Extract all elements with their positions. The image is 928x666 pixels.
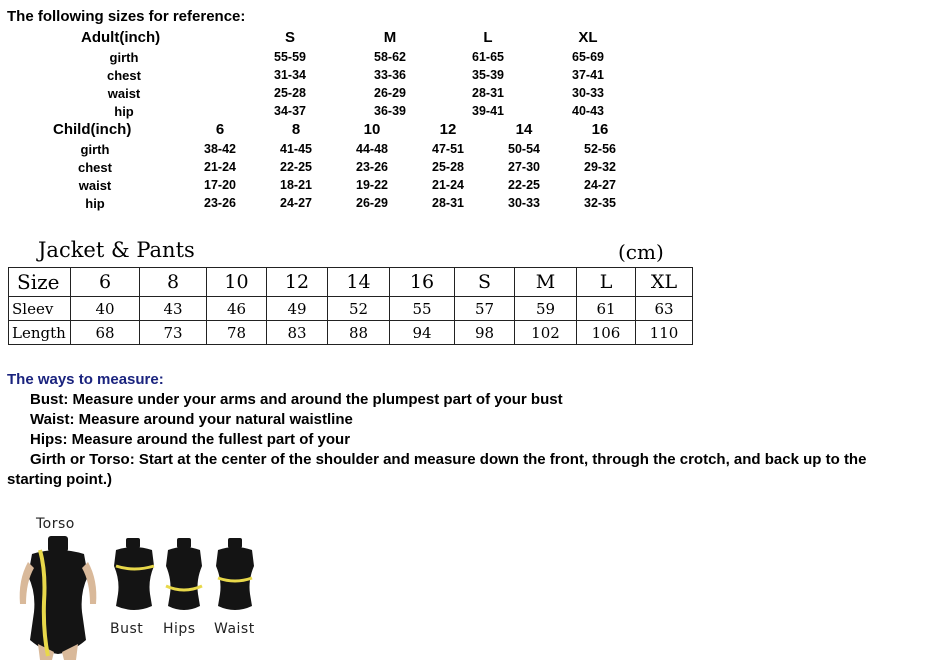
child-cell: 23-26 xyxy=(204,196,236,210)
jacket-pants-table xyxy=(8,267,693,345)
adult-size-m: M xyxy=(383,29,397,46)
adult-cell: 34-37 xyxy=(274,104,306,118)
child-cell: 30-33 xyxy=(508,196,540,210)
adult-cell: 31-34 xyxy=(274,68,306,82)
table-cell: 106 xyxy=(577,321,636,345)
size-cell: 8 xyxy=(140,268,207,297)
table-cell: 57 xyxy=(455,297,515,321)
adult-cell: 25-28 xyxy=(274,86,306,100)
child-cell: 17-20 xyxy=(204,178,236,192)
child-cell: 22-25 xyxy=(508,178,540,192)
child-row-chest-label: chest xyxy=(78,160,112,175)
size-cell: 16 xyxy=(390,268,455,297)
table-cell: 49 xyxy=(267,297,328,321)
table-cell: 46 xyxy=(207,297,267,321)
table-cell: 52 xyxy=(328,297,390,321)
adult-cell: 26-29 xyxy=(374,86,406,100)
table-cell: 68 xyxy=(71,321,140,345)
table-cell: 55 xyxy=(390,297,455,321)
child-cell: 24-27 xyxy=(280,196,312,210)
adult-row-chest-label: chest xyxy=(107,68,141,83)
adult-cell: 58-62 xyxy=(374,50,406,64)
size-cell: 6 xyxy=(71,268,140,297)
child-cell: 32-35 xyxy=(584,196,616,210)
waist-figure-icon xyxy=(210,536,260,616)
child-cell: 47-51 xyxy=(432,142,464,156)
adult-row-waist-label: waist xyxy=(107,86,141,101)
measure-bust: Bust: Measure under your arms and around the plumpest part of your bust xyxy=(30,391,563,408)
table-cell: 40 xyxy=(71,297,140,321)
child-cell: 27-30 xyxy=(508,160,540,174)
adult-cell: 61-65 xyxy=(472,50,504,64)
size-cell: 12 xyxy=(267,268,328,297)
adult-cell: 65-69 xyxy=(572,50,604,64)
table-row xyxy=(9,268,693,297)
child-cell: 19-22 xyxy=(356,178,388,192)
child-cell: 44-48 xyxy=(356,142,388,156)
jacket-pants-unit: (cm) xyxy=(618,240,664,264)
table-row xyxy=(9,297,693,321)
table-cell: 94 xyxy=(390,321,455,345)
adult-cell: 28-31 xyxy=(472,86,504,100)
adult-row-girth-label: girth xyxy=(109,50,139,65)
table-cell: 98 xyxy=(455,321,515,345)
adult-cell: 33-36 xyxy=(374,68,406,82)
size-header: Size xyxy=(9,268,71,297)
adult-cell: 36-39 xyxy=(374,104,406,118)
child-cell: 24-27 xyxy=(584,178,616,192)
child-size: 14 xyxy=(515,121,533,138)
adult-size-l: L xyxy=(483,29,493,46)
child-cell: 26-29 xyxy=(356,196,388,210)
measure-waist: Waist: Measure around your natural waistline xyxy=(30,411,353,428)
adult-cell: 35-39 xyxy=(472,68,504,82)
child-cell: 52-56 xyxy=(584,142,616,156)
measure-girth-line2: starting point.) xyxy=(7,471,112,488)
table-cell: 59 xyxy=(515,297,577,321)
child-cell: 18-21 xyxy=(280,178,312,192)
torso-figure-icon xyxy=(10,532,110,662)
child-cell: 50-54 xyxy=(508,142,540,156)
child-size: 10 xyxy=(363,121,381,138)
table-cell: 102 xyxy=(515,321,577,345)
child-cell: 23-26 xyxy=(356,160,388,174)
table-cell: 83 xyxy=(267,321,328,345)
size-cell: S xyxy=(455,268,515,297)
table-row xyxy=(9,321,693,345)
child-label: Child(inch) xyxy=(53,121,132,138)
table-cell: 61 xyxy=(577,297,636,321)
child-size: 8 xyxy=(291,121,301,138)
adult-cell: 55-59 xyxy=(274,50,306,64)
measure-title: The ways to measure: xyxy=(7,371,164,388)
child-cell: 29-32 xyxy=(584,160,616,174)
size-cell: XL xyxy=(636,268,693,297)
torso-label: Torso xyxy=(36,516,75,532)
hips-label: Hips xyxy=(163,621,196,637)
size-cell: 14 xyxy=(328,268,390,297)
child-cell: 21-24 xyxy=(432,178,464,192)
child-row-hip-label: hip xyxy=(85,196,105,211)
measure-hips: Hips: Measure around the fullest part of your xyxy=(30,431,351,448)
row-header: Sleev xyxy=(9,297,71,321)
table-cell: 63 xyxy=(636,297,693,321)
hips-figure-icon xyxy=(160,536,208,616)
adult-label: Adult(inch) xyxy=(81,29,161,46)
size-cell: L xyxy=(577,268,636,297)
size-cell: M xyxy=(515,268,577,297)
size-cell: 10 xyxy=(207,268,267,297)
bust-label: Bust xyxy=(110,621,144,637)
child-cell: 22-25 xyxy=(280,160,312,174)
table-cell: 110 xyxy=(636,321,693,345)
child-cell: 38-42 xyxy=(204,142,236,156)
child-row-waist-label: waist xyxy=(78,178,112,193)
adult-cell: 40-43 xyxy=(572,104,604,118)
reference-title: The following sizes for reference: xyxy=(7,8,246,25)
child-size: 12 xyxy=(439,121,457,138)
table-cell: 88 xyxy=(328,321,390,345)
adult-size-xl: XL xyxy=(578,29,598,46)
bust-figure-icon xyxy=(108,536,160,616)
child-cell: 41-45 xyxy=(280,142,312,156)
adult-cell: 39-41 xyxy=(472,104,504,118)
measure-girth-line1: Girth or Torso: Start at the center of the shoulder and measure down the front, through the crotch, and back up to the xyxy=(30,451,867,468)
adult-cell: 37-41 xyxy=(572,68,604,82)
adult-cell: 30-33 xyxy=(572,86,604,100)
child-size: 6 xyxy=(215,121,225,138)
waist-label: Waist xyxy=(214,621,255,637)
row-header: Length xyxy=(9,321,71,345)
table-cell: 73 xyxy=(140,321,207,345)
table-cell: 78 xyxy=(207,321,267,345)
jacket-pants-title: Jacket & Pants xyxy=(38,238,195,262)
adult-row-hip-label: hip xyxy=(114,104,134,119)
child-cell: 21-24 xyxy=(204,160,236,174)
child-cell: 28-31 xyxy=(432,196,464,210)
child-row-girth-label: girth xyxy=(80,142,110,157)
table-cell: 43 xyxy=(140,297,207,321)
adult-size-s: S xyxy=(284,29,295,46)
child-cell: 25-28 xyxy=(432,160,464,174)
child-size: 16 xyxy=(591,121,609,138)
